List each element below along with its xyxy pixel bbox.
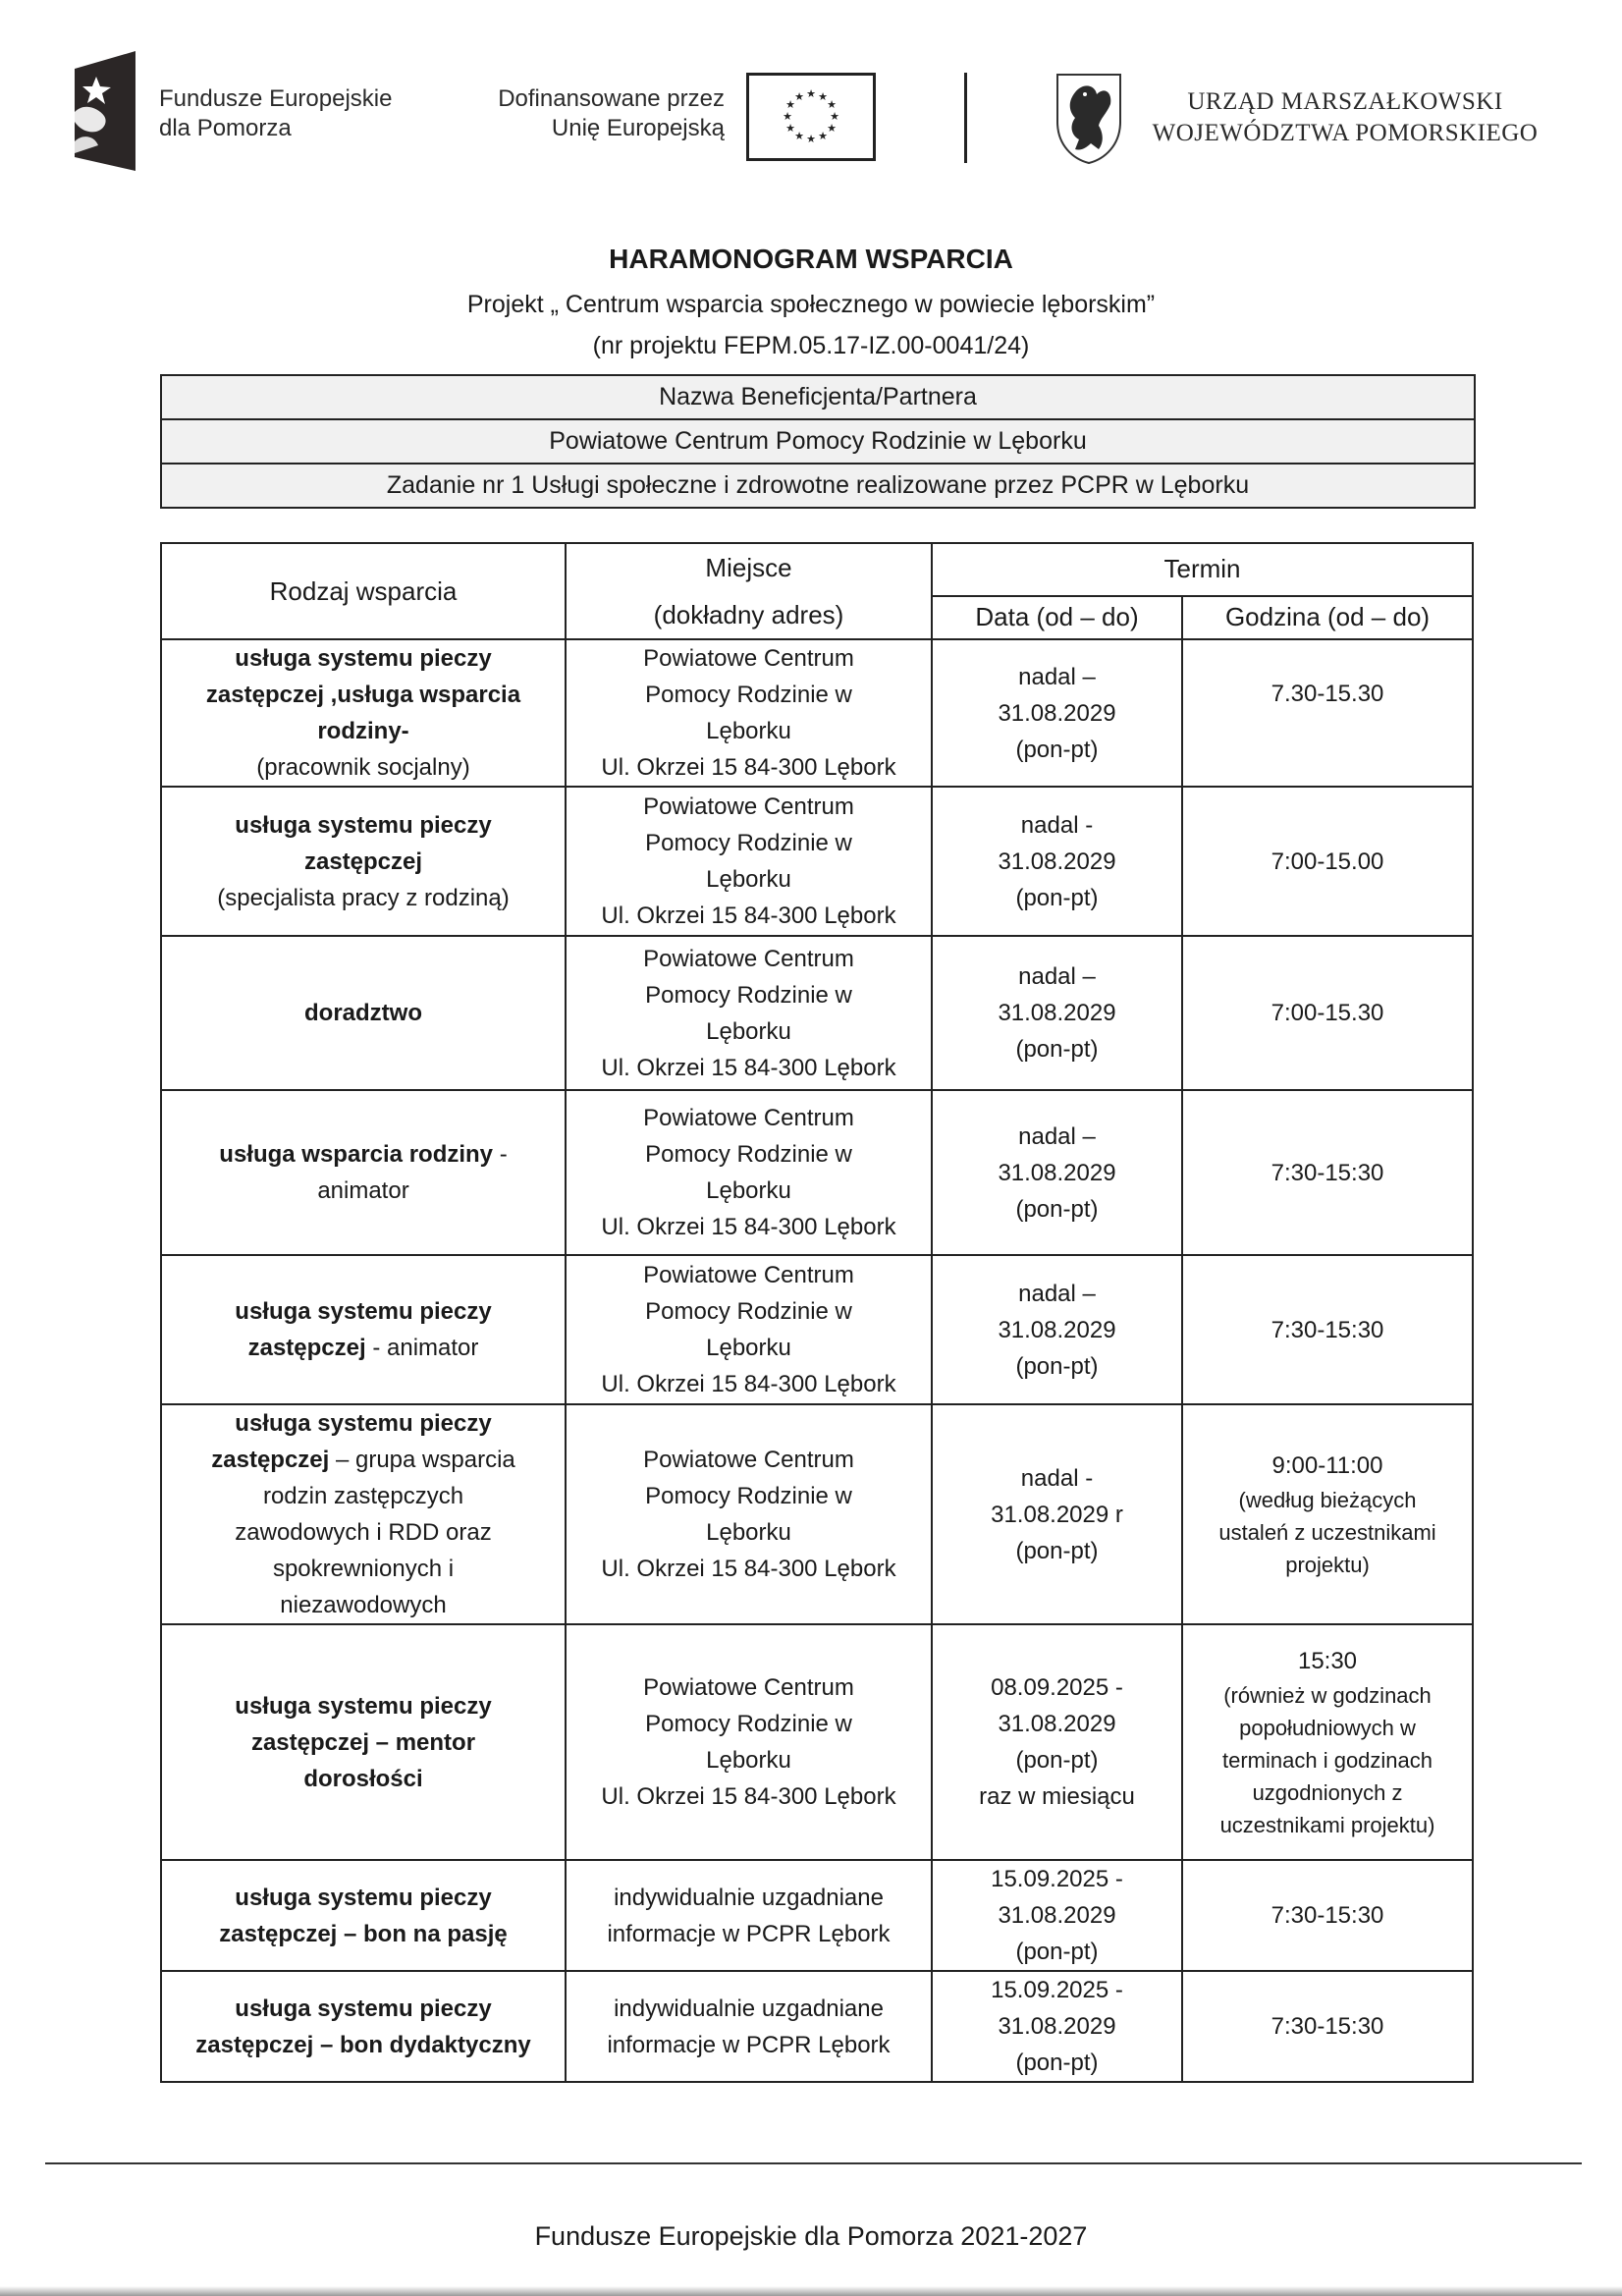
- cell-type: [161, 1255, 566, 1404]
- hours-note-line: (również w godzinach: [1223, 1683, 1432, 1708]
- place-line: Lęborku: [706, 1335, 791, 1361]
- hours-line: 7:30-15:30: [1271, 1316, 1384, 1343]
- type-line: usługa systemu pieczy: [235, 1692, 492, 1720]
- type-line: usługa systemu pieczy: [235, 645, 492, 672]
- cell-date: [932, 1624, 1182, 1860]
- hours-line: 7.30-15.30: [1271, 681, 1384, 707]
- hours-note-line: uczestnikami projektu): [1219, 1813, 1435, 1837]
- svg-text:★: ★: [806, 133, 816, 145]
- place-line: Pomocy Rodzinie w: [645, 1298, 852, 1325]
- svg-text:★: ★: [827, 122, 837, 135]
- place-line: Pomocy Rodzinie w: [645, 981, 852, 1009]
- cell-hours: [1182, 1860, 1473, 1971]
- hours-note-line: ustaleń z uczestnikami: [1218, 1520, 1436, 1545]
- cell-type: [161, 1971, 566, 2082]
- cell-type: [161, 639, 566, 787]
- date-line: 31.08.2029: [998, 1159, 1116, 1186]
- cell-hours: [1182, 1624, 1473, 1860]
- place-line: Powiatowe Centrum: [643, 645, 854, 672]
- date-line: (pon-pt): [1015, 1537, 1099, 1564]
- place-line: Powiatowe Centrum: [643, 945, 854, 972]
- place-line: Lęborku: [706, 1017, 791, 1045]
- cell-hours: [1182, 1971, 1473, 2082]
- type-line: zawodowych i RDD oraz: [235, 1519, 492, 1546]
- place-line: Pomocy Rodzinie w: [645, 830, 852, 856]
- place-line: Pomocy Rodzinie w: [645, 1483, 852, 1509]
- type-line: (specjalista pracy z rodziną): [217, 884, 510, 911]
- place-line: Powiatowe Centrum: [643, 1262, 854, 1288]
- cell-place: [566, 1860, 932, 1971]
- date-line: nadal –: [1018, 1280, 1096, 1307]
- type-line: zastępczej – mentor: [250, 1728, 476, 1756]
- date-line: 31.08.2029 r: [991, 1501, 1123, 1528]
- cell-hours: [1182, 936, 1473, 1090]
- date-line: 31.08.2029: [998, 847, 1116, 875]
- date-line: (pon-pt): [1015, 1195, 1099, 1223]
- type-line: doradztwo: [304, 1000, 422, 1026]
- type-line: zastępczej: [303, 847, 423, 875]
- cell-hours: [1182, 1090, 1473, 1255]
- svg-text:★: ★: [785, 98, 795, 111]
- beneficiary-task: Zadanie nr 1 Usługi społeczne i zdrowotne realizowane przez PCPR w Lęborku: [386, 471, 1250, 499]
- hours-note-line: (według bieżących: [1238, 1488, 1417, 1512]
- hours-line: 7:30-15:30: [1271, 1902, 1384, 1929]
- cell-hours: [1182, 1404, 1473, 1624]
- institution-line-2: WOJEWÓDZTWA POMORSKIEGO: [1152, 120, 1539, 146]
- cell-type: [161, 936, 566, 1090]
- date-line: raz w miesiącu: [979, 1783, 1135, 1810]
- hours-line: 7:30-15:30: [1271, 1159, 1384, 1186]
- header-term: Termin: [932, 543, 1473, 596]
- place-line: informacje w PCPR Lębork: [607, 1920, 891, 1947]
- header-type: [161, 543, 566, 639]
- date-line: 31.08.2029: [998, 699, 1116, 727]
- place-line: Ul. Okrzei 15 84-300 Lębork: [601, 1054, 896, 1081]
- date-line: 31.08.2029: [998, 1902, 1116, 1929]
- header-place: [566, 543, 932, 639]
- document-title: HARAMONOGRAM WSPARCIA: [609, 244, 1013, 274]
- cell-place: [566, 1971, 932, 2082]
- place-line: Lęborku: [706, 1747, 791, 1774]
- date-line: 31.08.2029: [998, 1711, 1116, 1737]
- header-type-label: Rodzaj wsparcia: [269, 575, 458, 606]
- type-bold-part: zastępczej: [247, 1335, 366, 1361]
- svg-text:★: ★: [783, 110, 792, 123]
- cell-date: [932, 1971, 1182, 2082]
- hours-line: 7:30-15:30: [1271, 2013, 1384, 2040]
- cofinanced-text: [461, 84, 725, 143]
- place-line: Pomocy Rodzinie w: [645, 1711, 852, 1737]
- place-line: indywidualnie uzgadniane: [614, 1995, 884, 2022]
- cell-hours: [1182, 639, 1473, 787]
- type-line: zastępczej – bon dydaktyczny: [195, 2031, 531, 2058]
- type-line: usługa systemu pieczy: [235, 1884, 492, 1911]
- project-number: (nr projektu FEPM.05.17-IZ.00-0041/24): [592, 332, 1030, 359]
- place-line: Ul. Okrzei 15 84-300 Lębork: [601, 754, 896, 781]
- place-line: Ul. Okrzei 15 84-300 Lębork: [601, 902, 896, 929]
- table-row: [161, 1971, 1473, 2082]
- type-line: dorosłości: [303, 1765, 423, 1792]
- cell-hours: [1182, 787, 1473, 936]
- cell-place: [566, 1624, 932, 1860]
- date-line: nadal –: [1018, 663, 1096, 690]
- header-place-line-2: (dokładny adres): [653, 600, 844, 629]
- header-hours: Godzina (od – do): [1182, 596, 1473, 639]
- type-line: usługa systemu pieczy: [235, 1410, 492, 1437]
- date-line: 15.09.2025 -: [991, 1866, 1123, 1892]
- date-line: 08.09.2025 -: [991, 1674, 1123, 1701]
- type-bold-part: usługa wsparcia rodziny: [219, 1141, 494, 1168]
- beneficiary-box: [160, 374, 1476, 509]
- cell-type: [161, 1404, 566, 1624]
- cell-type: [161, 1624, 566, 1860]
- beneficiary-name: Powiatowe Centrum Pomocy Rodzinie w Lęborku: [162, 420, 1474, 465]
- type-bold-part: zastępczej: [211, 1447, 330, 1473]
- place-line: Powiatowe Centrum: [643, 1105, 854, 1131]
- hours-note-line: uzgodnionych z: [1252, 1780, 1403, 1805]
- svg-text:★: ★: [830, 110, 839, 123]
- cell-type: [161, 1860, 566, 1971]
- cell-type: [161, 787, 566, 936]
- cell-date: [932, 1255, 1182, 1404]
- project-name: Projekt „ Centrum wsparcia społecznego w powiecie lęborskim”: [466, 291, 1156, 318]
- hours-note-line: terminach i godzinach: [1222, 1748, 1433, 1773]
- place-line: informacje w PCPR Lębork: [607, 2031, 891, 2058]
- hours-note-line: popołudniowych w: [1239, 1716, 1416, 1740]
- schedule-table: [160, 542, 1474, 2083]
- table-row: [161, 1090, 1473, 1255]
- cell-place: [566, 1090, 932, 1255]
- cell-date: [932, 787, 1182, 936]
- type-normal-part: - animator: [365, 1335, 479, 1361]
- table-row: [161, 1860, 1473, 1971]
- place-line: Lęborku: [706, 866, 791, 893]
- place-line: Powiatowe Centrum: [643, 1447, 854, 1473]
- place-line: Powiatowe Centrum: [643, 1674, 854, 1701]
- fundusze-europejskie-logo-icon: [75, 51, 135, 171]
- place-line: Pomocy Rodzinie w: [645, 1141, 852, 1168]
- hours-note-line: projektu): [1285, 1553, 1370, 1577]
- svg-text:★: ★: [827, 98, 837, 111]
- date-line: (pon-pt): [1015, 1747, 1099, 1774]
- table-row: [161, 1255, 1473, 1404]
- date-line: (pon-pt): [1015, 1036, 1099, 1063]
- cell-place: [566, 936, 932, 1090]
- type-line: usługa systemu pieczy: [235, 811, 492, 839]
- cell-date: [932, 936, 1182, 1090]
- date-line: (pon-pt): [1015, 1939, 1099, 1965]
- cell-date: [932, 1090, 1182, 1255]
- table-row: [161, 1404, 1473, 1624]
- svg-text:★: ★: [806, 87, 816, 100]
- hours-line: 15:30: [1297, 1648, 1358, 1674]
- type-line: zastępczej – bon na pasję: [219, 1920, 508, 1947]
- footer-text: Fundusze Europejskie dla Pomorza 2021-2027: [534, 2221, 1088, 2251]
- type-line: zastępczej ,usługa wsparcia: [205, 682, 521, 708]
- type-line: animator: [317, 1177, 409, 1204]
- hours-line: 9:00-11:00: [1271, 1452, 1383, 1479]
- cell-date: [932, 639, 1182, 787]
- place-line: Ul. Okrzei 15 84-300 Lębork: [601, 1556, 896, 1582]
- place-line: Lęborku: [706, 1177, 791, 1204]
- svg-text:★: ★: [785, 122, 795, 135]
- svg-text:★: ★: [818, 90, 828, 103]
- hours-line: 7:00-15.30: [1271, 1000, 1384, 1026]
- cell-place: [566, 639, 932, 787]
- date-line: nadal -: [1020, 1464, 1094, 1492]
- place-line: indywidualnie uzgadniane: [614, 1884, 884, 1911]
- cell-hours: [1182, 1255, 1473, 1404]
- place-line: Pomocy Rodzinie w: [645, 682, 852, 708]
- footer-divider: [45, 2162, 1582, 2164]
- type-line: rodziny-: [317, 718, 409, 744]
- date-line: 31.08.2029: [998, 2013, 1116, 2040]
- date-line: (pon-pt): [1015, 884, 1099, 911]
- type-normal-part: – grupa wsparcia: [329, 1447, 515, 1473]
- svg-text:★: ★: [818, 130, 828, 142]
- header-date: Data (od – do): [932, 596, 1182, 639]
- hours-line: 7:00-15.00: [1271, 847, 1384, 875]
- header-divider: [964, 73, 967, 163]
- cell-date: [932, 1860, 1182, 1971]
- cell-place: [566, 787, 932, 936]
- date-line: nadal –: [1018, 1122, 1096, 1150]
- institution-name: [1144, 86, 1546, 149]
- beneficiary-label: Nazwa Beneficjenta/Partnera: [162, 376, 1474, 420]
- institution-line-1: URZĄD MARSZAŁKOWSKI: [1187, 88, 1503, 115]
- page-bottom-edge: [0, 2286, 1622, 2296]
- type-line: niezawodowych: [280, 1592, 447, 1618]
- cofinanced-line-2: Unię Europejską: [551, 115, 725, 141]
- type-line: usługa systemu pieczy: [235, 1298, 492, 1325]
- place-line: Ul. Okrzei 15 84-300 Lębork: [601, 1214, 896, 1240]
- table-row: [161, 1624, 1473, 1860]
- type-line: rodzin zastępczych: [262, 1483, 464, 1509]
- cofinanced-line-1: Dofinansowane przez: [498, 85, 725, 112]
- cell-place: [566, 1255, 932, 1404]
- date-line: (pon-pt): [1015, 1352, 1099, 1380]
- header-place-line-1: Miejsce: [705, 553, 792, 582]
- place-line: Ul. Okrzei 15 84-300 Lębork: [601, 1371, 896, 1397]
- date-line: nadal -: [1020, 811, 1094, 839]
- type-line: usługa systemu pieczy: [235, 1995, 492, 2022]
- place-line: Ul. Okrzei 15 84-300 Lębork: [601, 1783, 896, 1810]
- pomorskie-coat-of-arms-icon: [1055, 73, 1122, 165]
- eu-flag-icon: [746, 73, 876, 161]
- place-line: Lęborku: [706, 718, 791, 744]
- cell-type: [161, 1090, 566, 1255]
- cell-place: [566, 1404, 932, 1624]
- place-line: Powiatowe Centrum: [643, 793, 854, 820]
- table-row: [161, 936, 1473, 1090]
- table-row: [161, 639, 1473, 787]
- table-row: [161, 787, 1473, 936]
- fe-logo-text: [159, 84, 392, 143]
- type-line: spokrewnionych i: [272, 1556, 455, 1582]
- date-line: 31.08.2029: [998, 1316, 1116, 1343]
- place-line: Lęborku: [706, 1519, 791, 1546]
- fe-logo-line-2: dla Pomorza: [159, 115, 292, 141]
- date-line: 31.08.2029: [998, 1000, 1116, 1026]
- fe-logo-line-1: Fundusze Europejskie: [159, 85, 393, 112]
- date-line: (pon-pt): [1015, 736, 1099, 763]
- svg-text:★: ★: [794, 130, 804, 142]
- cell-date: [932, 1404, 1182, 1624]
- date-line: 15.09.2025 -: [991, 1977, 1123, 2003]
- svg-text:★: ★: [794, 90, 804, 103]
- type-normal-part: -: [493, 1141, 508, 1168]
- date-line: nadal –: [1018, 963, 1096, 990]
- type-line: (pracownik socjalny): [256, 754, 470, 781]
- date-line: (pon-pt): [1015, 2050, 1099, 2076]
